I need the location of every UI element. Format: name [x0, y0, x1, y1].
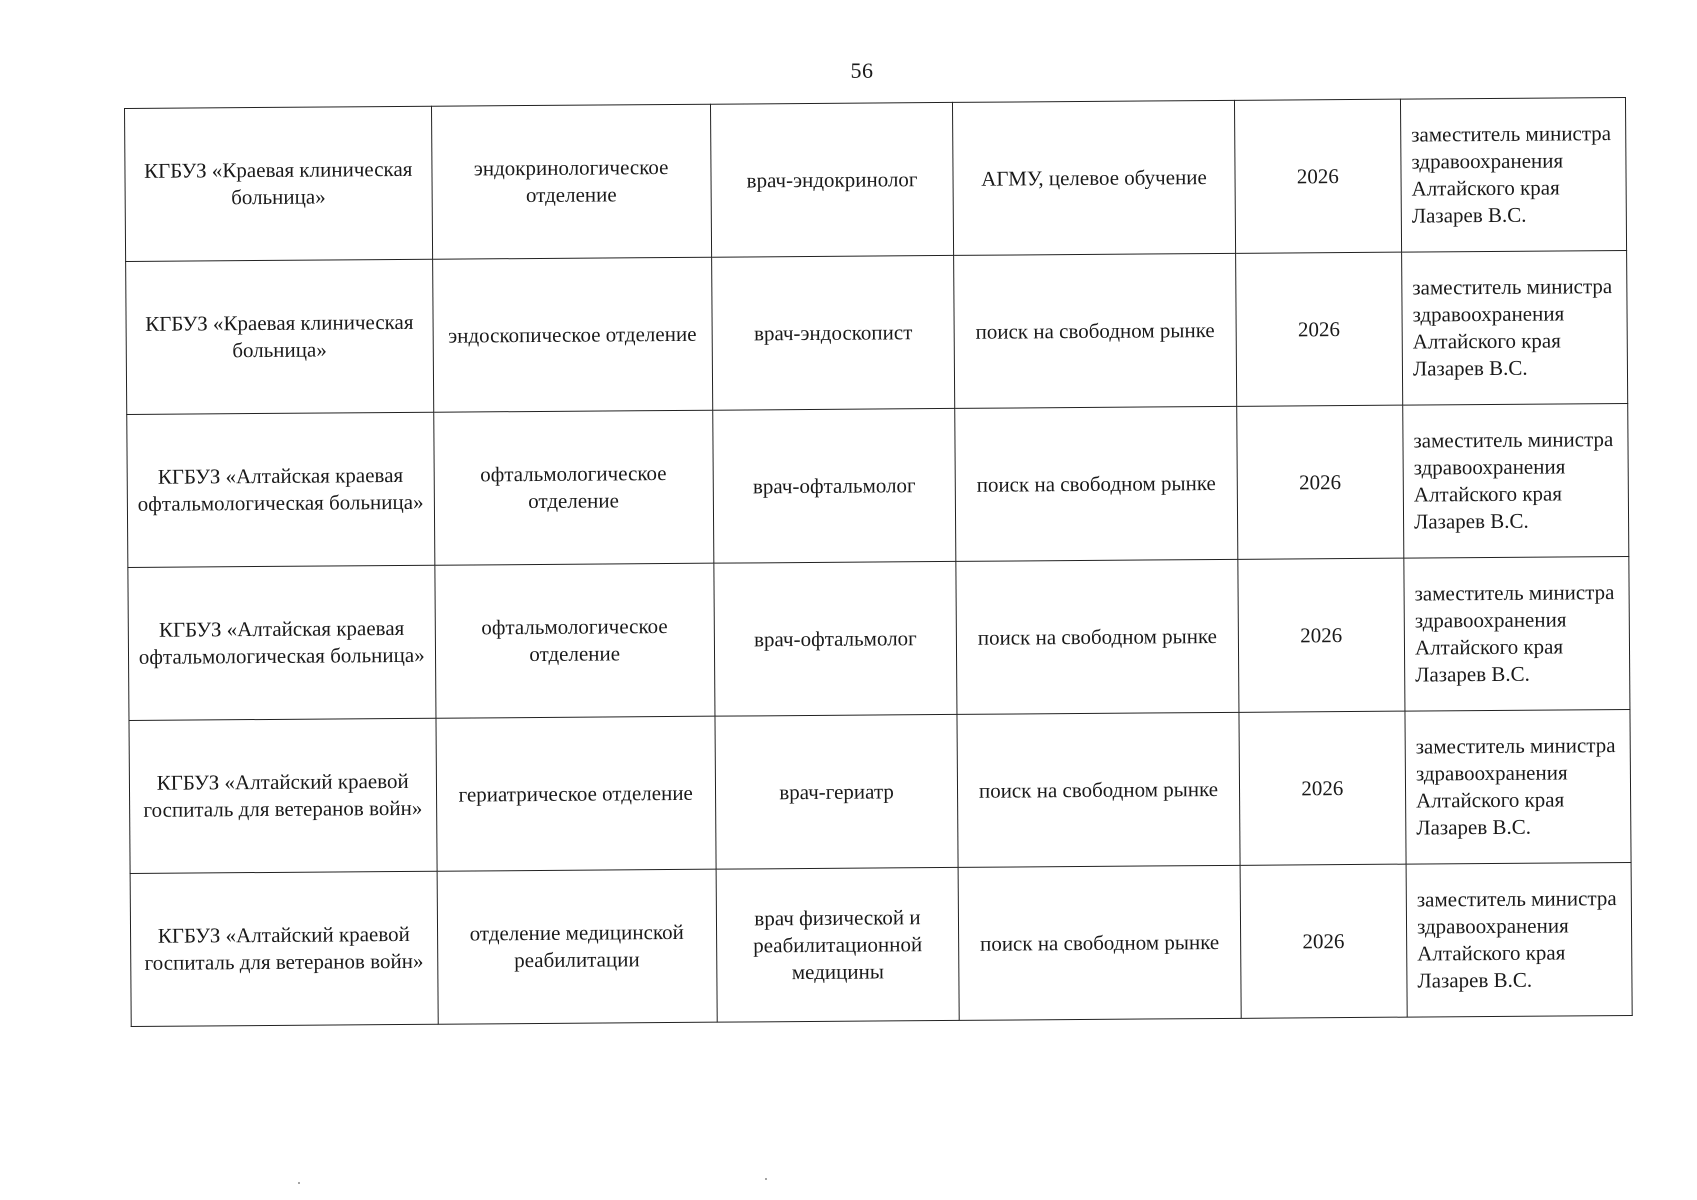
table-row — [128, 556, 1630, 720]
scan-speck — [765, 1178, 767, 1180]
responsible-cell: заместитель министра здравоохранения Алтайского края Лазарев В.С. — [1406, 862, 1632, 1017]
year-cell: 2026 — [1238, 558, 1405, 712]
responsible-cell: заместитель министра здравоохранения Алтайского края Лазарев В.С. — [1404, 556, 1630, 711]
department-cell: офтальмологическое отделение — [433, 410, 713, 565]
table-row — [130, 862, 1632, 1026]
staffing-table-wrapper — [124, 97, 1633, 1027]
institution-cell: КГБУЗ «Алтайский краевой госпиталь для ветеранов войн» — [129, 718, 437, 873]
position-cell: врач-эндоскопист — [711, 255, 954, 410]
institution-cell: КГБУЗ «Краевая клиническая больница» — [126, 259, 434, 414]
responsible-cell: заместитель министра здравоохранения Алтайского края Лазарев В.С. — [1403, 403, 1629, 558]
source-cell: поиск на свободном рынке — [956, 559, 1239, 714]
year-cell: 2026 — [1234, 99, 1401, 253]
position-cell: врач-офтальмолог — [713, 408, 956, 563]
year-cell: 2026 — [1240, 864, 1407, 1018]
position-cell: врач-офтальмолог — [714, 561, 957, 716]
year-cell: 2026 — [1235, 252, 1402, 406]
responsible-cell: заместитель министра здравоохранения Алтайского края Лазарев В.С. — [1400, 97, 1626, 252]
responsible-cell: заместитель министра здравоохранения Алтайского края Лазарев В.С. — [1402, 250, 1628, 405]
table-row — [129, 709, 1631, 873]
institution-cell: КГБУЗ «Алтайский краевой госпиталь для ветеранов войн» — [130, 871, 438, 1026]
source-cell: поиск на свободном рынке — [957, 712, 1240, 867]
department-cell: эндокринологическое отделение — [431, 104, 711, 259]
position-cell: врач-гериатр — [715, 714, 958, 869]
source-cell: поиск на свободном рынке — [955, 406, 1238, 561]
department-cell: эндоскопическое отделение — [432, 257, 712, 412]
source-cell: поиск на свободном рынке — [958, 865, 1241, 1020]
department-cell: отделение медицинской реабилитации — [437, 869, 717, 1024]
scan-speck — [298, 1182, 300, 1184]
page-number: 56 — [850, 58, 874, 83]
staffing-table — [124, 97, 1633, 1027]
institution-cell: КГБУЗ «Алтайская краевая офтальмологическая больница» — [127, 412, 435, 567]
position-cell: врач-эндокринолог — [710, 102, 953, 257]
position-cell: врач физической и реабилитационной медицины — [716, 867, 959, 1022]
institution-cell: КГБУЗ «Краевая клиническая больница» — [125, 106, 433, 261]
year-cell: 2026 — [1236, 405, 1403, 559]
department-cell: гериатрическое отделение — [435, 716, 715, 871]
table-row — [127, 403, 1629, 567]
institution-cell: КГБУЗ «Алтайская краевая офтальмологическая больница» — [128, 565, 436, 720]
source-cell: поиск на свободном рынке — [954, 253, 1237, 408]
table-row — [126, 250, 1628, 414]
responsible-cell: заместитель министра здравоохранения Алтайского края Лазарев В.С. — [1405, 709, 1631, 864]
year-cell: 2026 — [1239, 711, 1406, 865]
department-cell: офтальмологическое отделение — [434, 563, 714, 718]
table-row — [125, 97, 1627, 261]
source-cell: АГМУ, целевое обучение — [953, 100, 1236, 255]
